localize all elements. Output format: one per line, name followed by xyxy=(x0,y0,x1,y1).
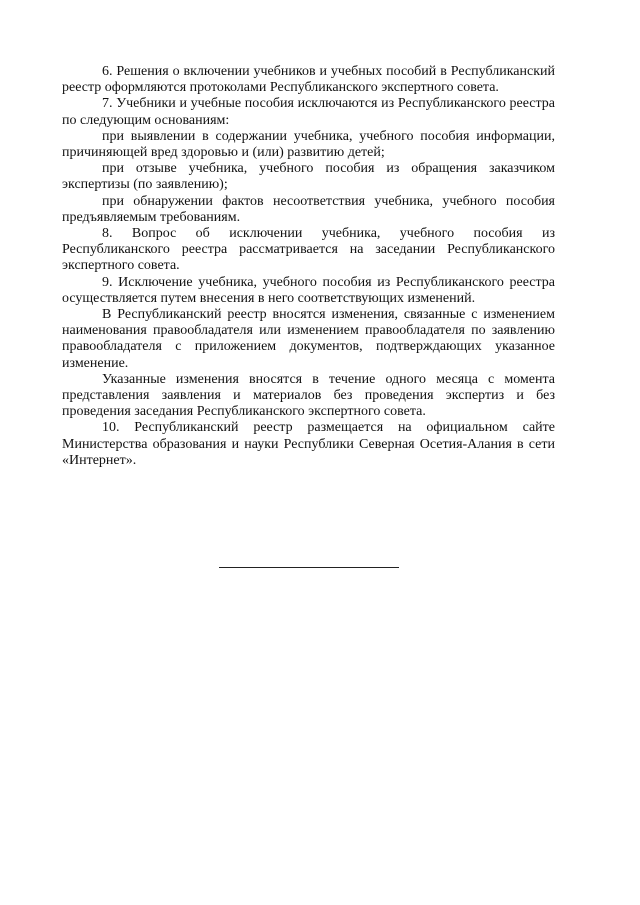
paragraph-6-decisions: 6. Решения о включении учебников и учебных пособий в Республиканский реестр оформляются протоколами Республиканского экспертного совета. xyxy=(62,64,555,96)
paragraph-registry-changes: В Республиканский реестр вносятся изменения, связанные с изменением наименования правообладателя или изменением правообладателя по заявлению правообладателя с приложением документов, подтверждающих указанное изменение. xyxy=(62,307,555,371)
ground-withdrawal-by-customer: при отзыве учебника, учебного пособия из обращения заказчиком экспертизы (по заявлению); xyxy=(62,161,555,193)
paragraph-7-exclusion-grounds: 7. Учебники и учебные пособия исключаются из Республиканского реестра по следующим основаниям: xyxy=(62,96,555,128)
document-body xyxy=(62,64,555,469)
paragraph-changes-timing: Указанные изменения вносятся в течение одного месяца с момента представления заявления и материалов без проведения экспертиз и без проведения заседания Республиканского экспертного совета. xyxy=(62,371,555,420)
paragraph-8-exclusion-question: 8. Вопрос об исключении учебника, учебного пособия из Республиканского реестра рассматривается на заседании Республиканского экспертного совета. xyxy=(62,226,555,274)
paragraph-9-exclusion-procedure: 9. Исключение учебника, учебного пособия из Республиканского реестра осуществляется путем внесения в него соответствующих изменений. xyxy=(62,274,555,306)
ground-harmful-information: при выявлении в содержании учебника, учебного пособия информации, причиняющей вред здоровью и (или) развитию детей; xyxy=(62,128,555,161)
end-separator-line xyxy=(219,567,399,568)
ground-nonconformity: при обнаружении фактов несоответствия учебника, учебного пособия предъявляемым требованиям. xyxy=(62,193,555,225)
paragraph-10-publication: 10. Республиканский реестр размещается на официальном сайте Министерства образования и науки Республики Северная Осетия-Алания в сети «Интернет». xyxy=(62,420,555,468)
